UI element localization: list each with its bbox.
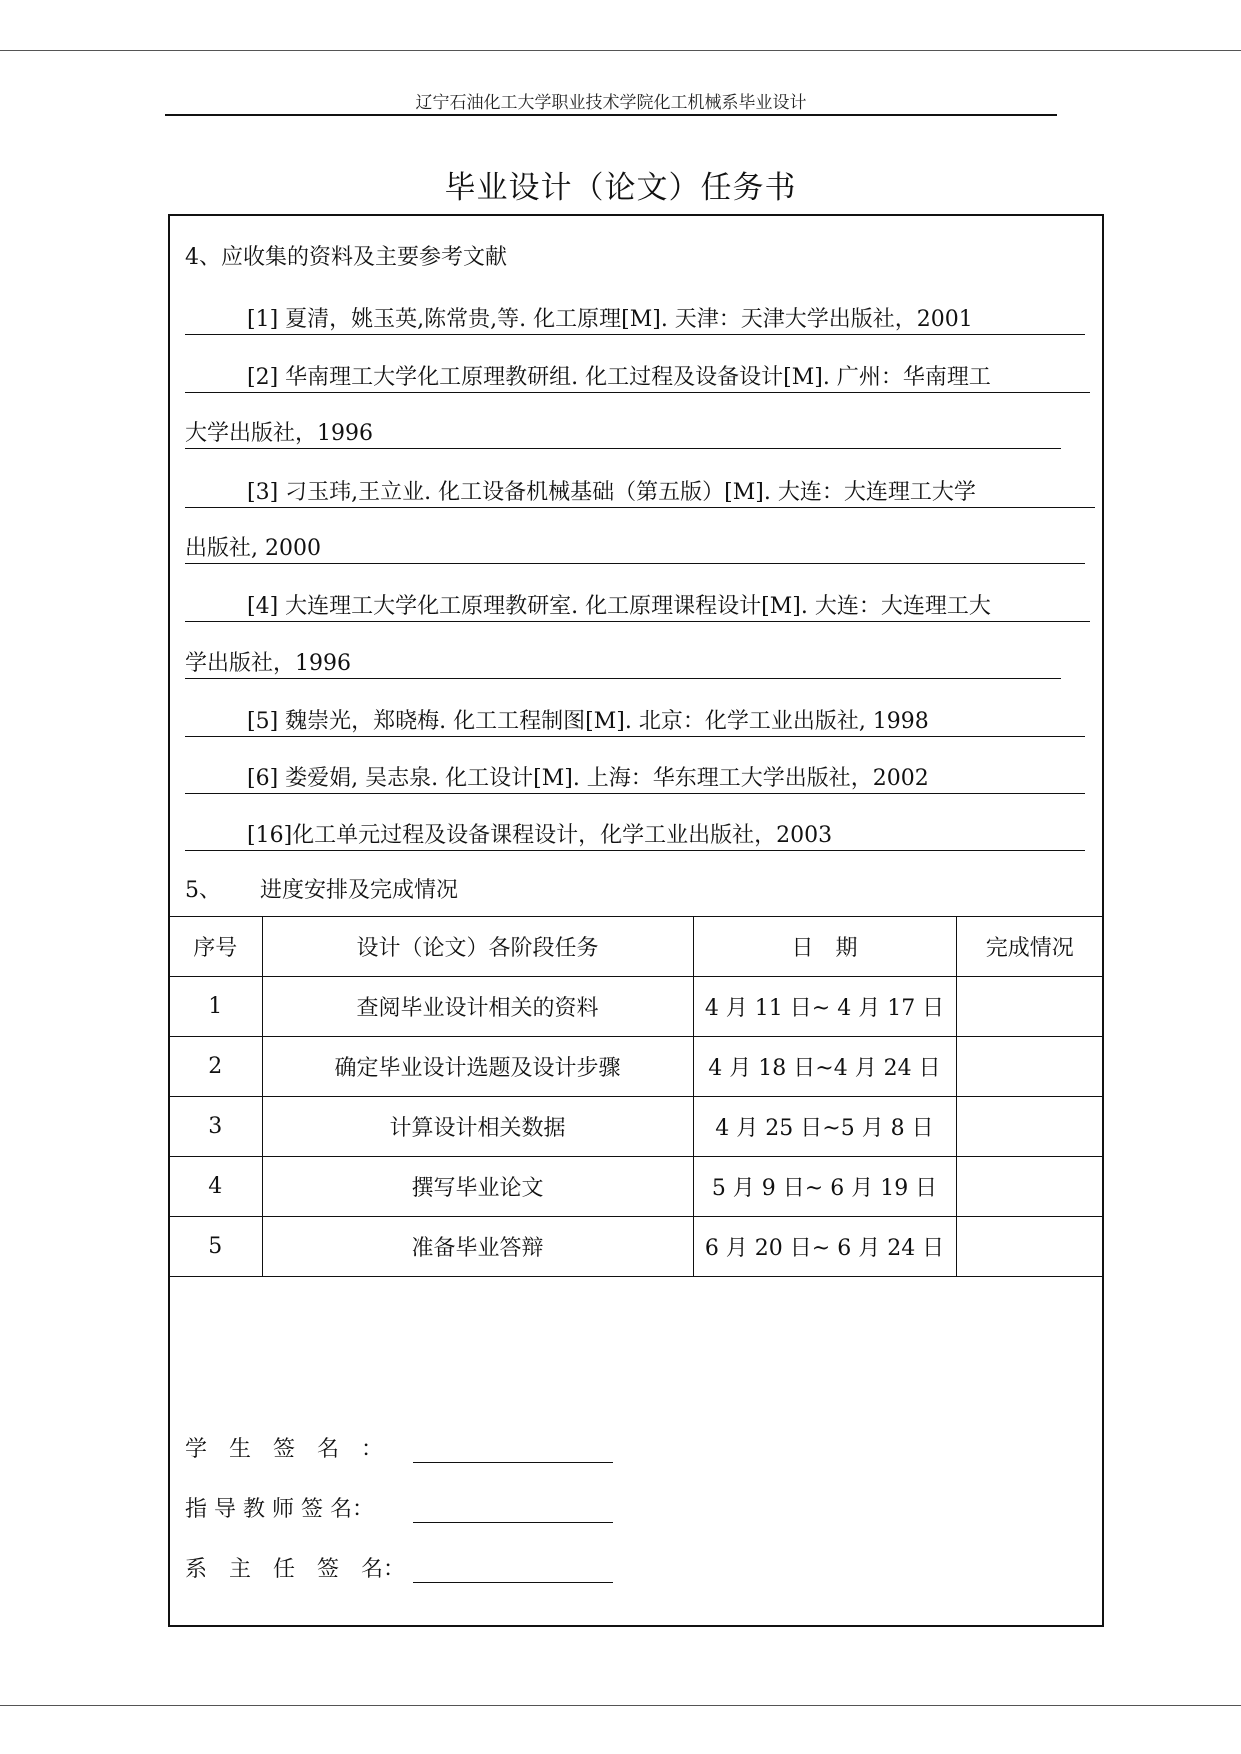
section-5-heading: 5、 进度安排及完成情况	[185, 878, 459, 903]
row-status	[956, 1157, 1103, 1217]
reference-3-line-2: 出版社, 2000	[185, 535, 1085, 564]
dept-head-signature-field[interactable]	[413, 1556, 613, 1583]
header-status: 完成情况	[956, 917, 1103, 977]
header-underline	[165, 114, 1057, 116]
student-signature-row	[185, 1432, 613, 1462]
reference-2-line-1: [2] 华南理工大学化工原理教研组. 化工过程及设备设计[M]. 广州：华南理工	[185, 364, 1090, 393]
row-task: 撰写毕业论文	[262, 1157, 693, 1217]
reference-1-line-1: [1] 夏清，姚玉英,陈常贵,等. 化工原理[M]. 天津：天津大学出版社，2001	[185, 306, 1085, 335]
table-row	[169, 1217, 1103, 1277]
row-status	[956, 1097, 1103, 1157]
row-seq: 1	[169, 977, 262, 1037]
row-status	[956, 977, 1103, 1037]
student-signature-label: 学 生 签 名 ：	[185, 1437, 384, 1462]
header-task: 设计（论文）各阶段任务	[262, 917, 693, 977]
header-date: 日 期	[693, 917, 956, 977]
row-date: 4 月 18 日~4 月 24 日	[693, 1037, 956, 1097]
page-top-rule	[0, 50, 1241, 51]
row-seq: 4	[169, 1157, 262, 1217]
table-row	[169, 1037, 1103, 1097]
table-row	[169, 977, 1103, 1037]
advisor-signature-field[interactable]	[413, 1496, 613, 1523]
row-status	[956, 1217, 1103, 1277]
reference-16-line-1: [16]化工单元过程及设备课程设计，化学工业出版社，2003	[185, 822, 1085, 851]
running-header: 辽宁石油化工大学职业技术学院化工机械系毕业设计	[415, 93, 807, 113]
dept-head-signature-label: 系 主 任 签 名：	[185, 1557, 406, 1582]
reference-3-line-1: [3] 刁玉玮,王立业. 化工设备机械基础（第五版）[M]. 大连：大连理工大学	[185, 479, 1095, 508]
row-seq: 2	[169, 1037, 262, 1097]
advisor-signature-label: 指 导 教 师 签 名：	[185, 1497, 374, 1522]
reference-4-line-1: [4] 大连理工大学化工原理教研室. 化工原理课程设计[M]. 大连：大连理工大	[185, 593, 1090, 622]
section-4-heading: 4、应收集的资料及主要参考文献	[185, 245, 507, 270]
row-seq: 5	[169, 1217, 262, 1277]
document-title: 毕业设计（论文）任务书	[444, 170, 797, 206]
row-task: 计算设计相关数据	[262, 1097, 693, 1157]
reference-4-line-2: 学出版社，1996	[185, 650, 1061, 679]
row-task: 准备毕业答辩	[262, 1217, 693, 1277]
student-signature-field[interactable]	[413, 1436, 613, 1463]
page-bottom-rule	[0, 1705, 1241, 1706]
table-header-row	[169, 917, 1103, 977]
row-date: 4 月 25 日~5 月 8 日	[693, 1097, 956, 1157]
row-date: 4 月 11 日~ 4 月 17 日	[693, 977, 956, 1037]
reference-5-line-1: [5] 魏崇光，郑晓梅. 化工工程制图[M]. 北京：化学工业出版社, 1998	[185, 708, 1085, 737]
row-status	[956, 1037, 1103, 1097]
header-seq: 序号	[169, 917, 262, 977]
row-task: 查阅毕业设计相关的资料	[262, 977, 693, 1037]
reference-6-line-1: [6] 娄爱娟, 吴志泉. 化工设计[M]. 上海：华东理工大学出版社，2002	[185, 765, 1085, 794]
schedule-table	[169, 916, 1103, 1277]
table-row	[169, 1157, 1103, 1217]
advisor-signature-row	[185, 1492, 613, 1522]
table-row	[169, 1097, 1103, 1157]
row-date: 6 月 20 日~ 6 月 24 日	[693, 1217, 956, 1277]
row-seq: 3	[169, 1097, 262, 1157]
dept-head-signature-row	[185, 1552, 613, 1582]
row-date: 5 月 9 日~ 6 月 19 日	[693, 1157, 956, 1217]
reference-2-line-2: 大学出版社，1996	[185, 420, 1061, 449]
row-task: 确定毕业设计选题及设计步骤	[262, 1037, 693, 1097]
